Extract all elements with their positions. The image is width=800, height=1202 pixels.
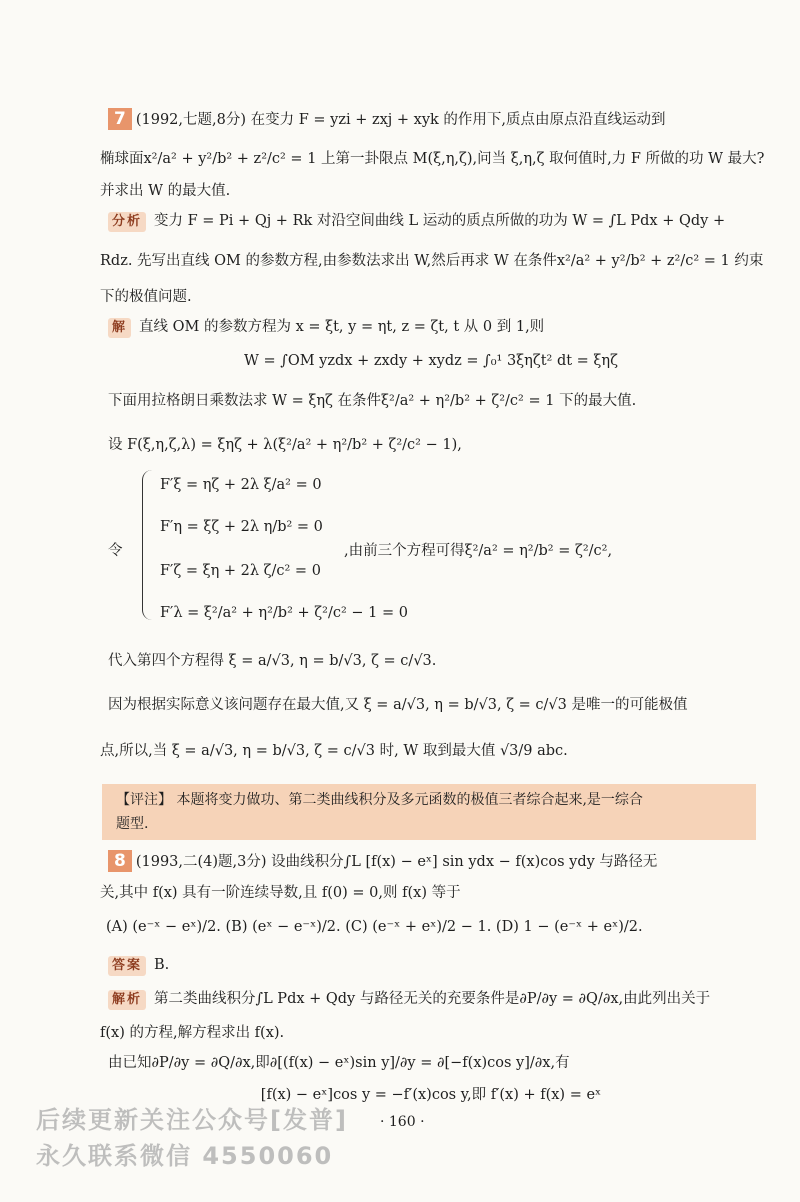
problem7-text-line2: 椭球面x²/a² + y²/b² + z²/c² = 1 上第一卦限点 M(ξ,η,ζ),问当 ξ,η,ζ 取何值时,力 F 所做的功 W 最大? [100, 151, 765, 167]
equation-system-brace [142, 470, 154, 620]
condition-conclusion: ,由前三个方程可得ξ²/a² = η²/b² = ζ²/c², [344, 543, 613, 559]
watermark-line1: 后续更新关注公众号[发普] [36, 1106, 348, 1134]
solution-line1 [108, 316, 754, 338]
condition-lambda: F′λ = ξ²/a² + η²/b² + ζ²/c² − 1 = 0 [160, 605, 408, 621]
problem7-header [108, 108, 754, 131]
lagrange-intro: 下面用拉格朗日乘数法求 W = ξηζ 在条件ξ²/a² + η²/b² + ζ²/c² = 1 下的最大值. [108, 393, 637, 409]
differential-equation: [f(x) − eˣ]cos y = −f′(x)cos y,即 f′(x) + f(x) = eˣ [260, 1087, 602, 1103]
condition-zeta: F′ζ = ξη + 2λ ζ/c² = 0 [160, 563, 321, 579]
analysis-line2: Rdz. 先写出直线 OM 的参数方程,由参数法求出 W,然后再求 W 在条件x²/a² + y²/b² + z²/c² = 1 约束 [100, 253, 764, 269]
analysis-line3: 下的极值问题. [100, 289, 192, 305]
answer-line [108, 954, 754, 976]
commentary-line2: 题型. [116, 816, 149, 832]
answer-tag: 答案 [108, 956, 146, 976]
problem8-text-line1: (1993,二(4)题,3分) 设曲线积分∫L [f(x) − eˣ] sin ydx − f(x)cos ydy 与路径无 [135, 854, 658, 870]
solution-text-1: 直线 OM 的参数方程为 x = ξt, y = ηt, z = ζt, t 从 0 到 1,则 [139, 319, 545, 335]
problem7-text-line3: 并求出 W 的最大值. [100, 183, 231, 199]
work-integral-formula: W = ∫OM yzdx + zxdy + xydz = ∫₀¹ 3ξηζt² dt = ξηζ [244, 353, 618, 369]
problem8-header [108, 850, 754, 873]
explanation-text-1: 第二类曲线积分∫L Pdx + Qdy 与路径无关的充要条件是∂P/∂y = ∂Q/∂x,由此列出关于 [154, 991, 711, 1007]
answer-options: (A) (e⁻ˣ − eˣ)/2. (B) (eˣ − e⁻ˣ)/2. (C) (e⁻ˣ + eˣ)/2 − 1. (D) 1 − (e⁻ˣ + eˣ)/2. [106, 919, 643, 935]
explanation-tag: 解析 [108, 990, 146, 1010]
explanation-line3: 由已知∂P/∂y = ∂Q/∂x,即∂[(f(x) − eˣ)sin y]/∂y = ∂[−f(x)cos y]/∂x,有 [108, 1055, 570, 1071]
commentary-box [102, 784, 756, 840]
page-number: · 160 · [380, 1114, 425, 1130]
analysis-line1 [108, 210, 754, 232]
problem-number-badge: 8 [108, 850, 132, 872]
condition-eta: F′η = ξζ + 2λ η/b² = 0 [160, 519, 323, 535]
max-existence: 因为根据实际意义该问题存在最大值,又 ξ = a/√3, η = b/√3, ζ = c/√3 是唯一的可能极值 [108, 697, 688, 713]
let-label: 令 [108, 543, 123, 559]
problem8-text-line2: 关,其中 f(x) 具有一阶连续导数,且 f(0) = 0,则 f(x) 等于 [100, 885, 461, 901]
substitution-result: 代入第四个方程得 ξ = a/√3, η = b/√3, ζ = c/√3. [108, 653, 437, 669]
lagrange-function: 设 F(ξ,η,ζ,λ) = ξηζ + λ(ξ²/a² + η²/b² + ζ²/c² − 1), [108, 437, 462, 453]
watermark-line2: 永久联系微信 4550060 [36, 1142, 334, 1170]
problem-number-badge: 7 [108, 108, 132, 130]
answer-value: B. [154, 957, 170, 973]
condition-xi: F′ξ = ηζ + 2λ ξ/a² = 0 [160, 477, 322, 493]
explanation-line2: f(x) 的方程,解方程求出 f(x). [100, 1025, 285, 1041]
analysis-tag: 分析 [108, 212, 146, 232]
max-value-conclusion: 点,所以,当 ξ = a/√3, η = b/√3, ζ = c/√3 时, W 取到最大值 √3/9 abc. [100, 743, 568, 759]
commentary-line1: 【评注】 本题将变力做功、第二类曲线积分及多元函数的极值三者综合起来,是一综合 [116, 792, 643, 808]
analysis-text-1: 变力 F = Pi + Qj + Rk 对沿空间曲线 L 运动的质点所做的功为 W = ∫L Pdx + Qdy + [154, 213, 726, 229]
problem7-text-line1: (1992,七题,8分) 在变力 F = yzi + zxj + xyk 的作用下,质点由原点沿直线运动到 [135, 112, 666, 128]
explanation-line1 [108, 988, 754, 1010]
solution-tag: 解 [108, 318, 131, 338]
